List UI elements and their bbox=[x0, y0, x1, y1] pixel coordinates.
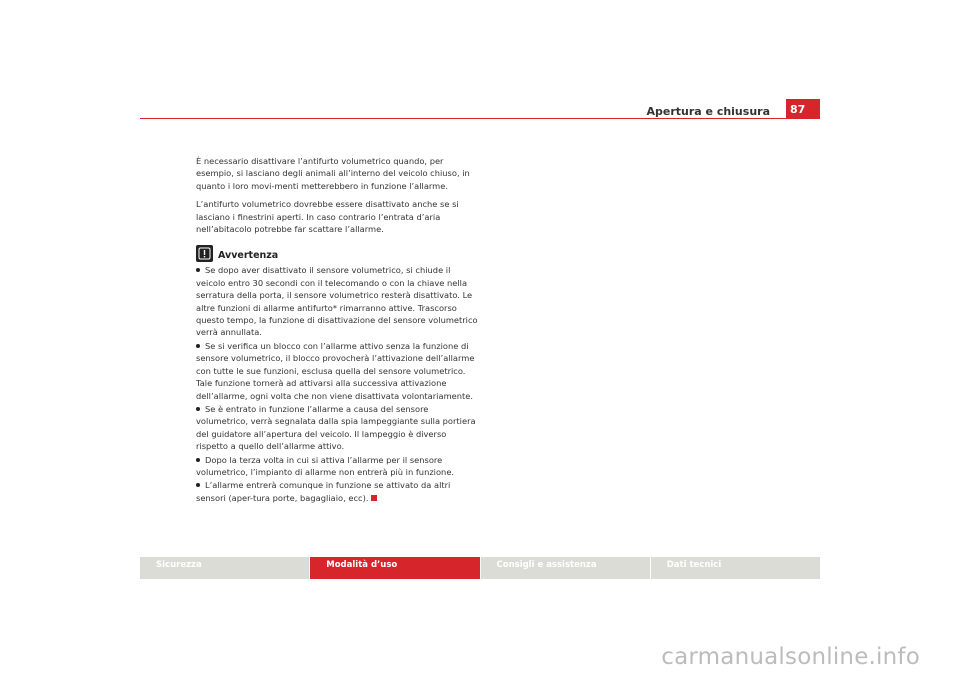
warning-item: Dopo la terza volta in cui si attiva l’allarme per il sensore volumetrico, l’impianto di allarme non entrerà più in funzione. bbox=[196, 454, 455, 477]
paragraph: È necessario disattivare l’antifurto volumetrico quando, per esempio, si lasciano degli animali all’interno del veicolo chiuso, in quanto i loro movi-menti metterebbero in funzione l’allarme. bbox=[196, 156, 470, 191]
bullet-icon bbox=[196, 458, 200, 462]
paragraph: L’antifurto volumetrico dovrebbe essere disattivato anche se si lasciano i finestrini aperti. In caso contrario l’entrata d’aria nell’abitacolo potrebbe far scattare l’allarme. bbox=[196, 199, 459, 235]
bullet-icon bbox=[196, 407, 200, 411]
warning-item: L’allarme entrerà comunque in funzione se attivato da altri sensori (aper-tura porte, bagagliaio, ecc). bbox=[196, 480, 451, 503]
header-divider bbox=[140, 118, 820, 119]
warning-item: Se si verifica un blocco con l’allarme attivo senza la funzione di sensore volumetrico, il blocco provocherà l’attivazione dell’allarme con tutte le sue funzioni, esclusa quella del sensore volumetrico. Tale funzione tornerà ad attivarsi alla successiva attivazione dell’allarme, ogni volta che non viene disattivata volontariamente. bbox=[196, 340, 475, 401]
bullet-icon bbox=[196, 483, 200, 487]
warning-item: Se dopo aver disattivato il sensore volumetrico, si chiude il veicolo entro 30 secondi con il telecomando o con la chiave nella serratura della porta, il sensore volumetrico resterà disattivato. Le altre funzioni di allarme antifurto* rimarranno attive. Trascorso questo tempo, la funzione di disattivazione del sensore volumetrico verrà annullata. bbox=[196, 265, 478, 338]
tab-consigli-assistenza[interactable]: Consigli e assistenza bbox=[481, 557, 650, 579]
bullet-icon bbox=[196, 344, 200, 348]
main-content bbox=[196, 155, 478, 505]
watermark: carmanualsonline.info bbox=[661, 644, 920, 670]
bullet-icon bbox=[196, 268, 200, 272]
warning-title: Avvertenza bbox=[218, 250, 279, 262]
warning-header bbox=[196, 245, 478, 262]
page-header-title: Apertura e chiusura bbox=[646, 105, 770, 118]
page-number-badge: 87 bbox=[786, 99, 820, 119]
footer-nav bbox=[140, 557, 820, 579]
section-end-icon bbox=[371, 495, 377, 501]
info-note-icon bbox=[196, 245, 213, 262]
tab-dati-tecnici[interactable]: Dati tecnici bbox=[651, 557, 820, 579]
tab-modalita-uso[interactable]: Modalità d’uso bbox=[310, 557, 479, 579]
warning-item: Se è entrato in funzione l’allarme a causa del sensore volumetrico, verrà segnalata dalla spia lampeggiante sulla portiera del guidatore all’apertura del veicolo. Il lampeggio è diverso rispetto a quello dell’allarme attivo. bbox=[196, 403, 476, 452]
tab-sicurezza[interactable]: Sicurezza bbox=[140, 557, 309, 579]
